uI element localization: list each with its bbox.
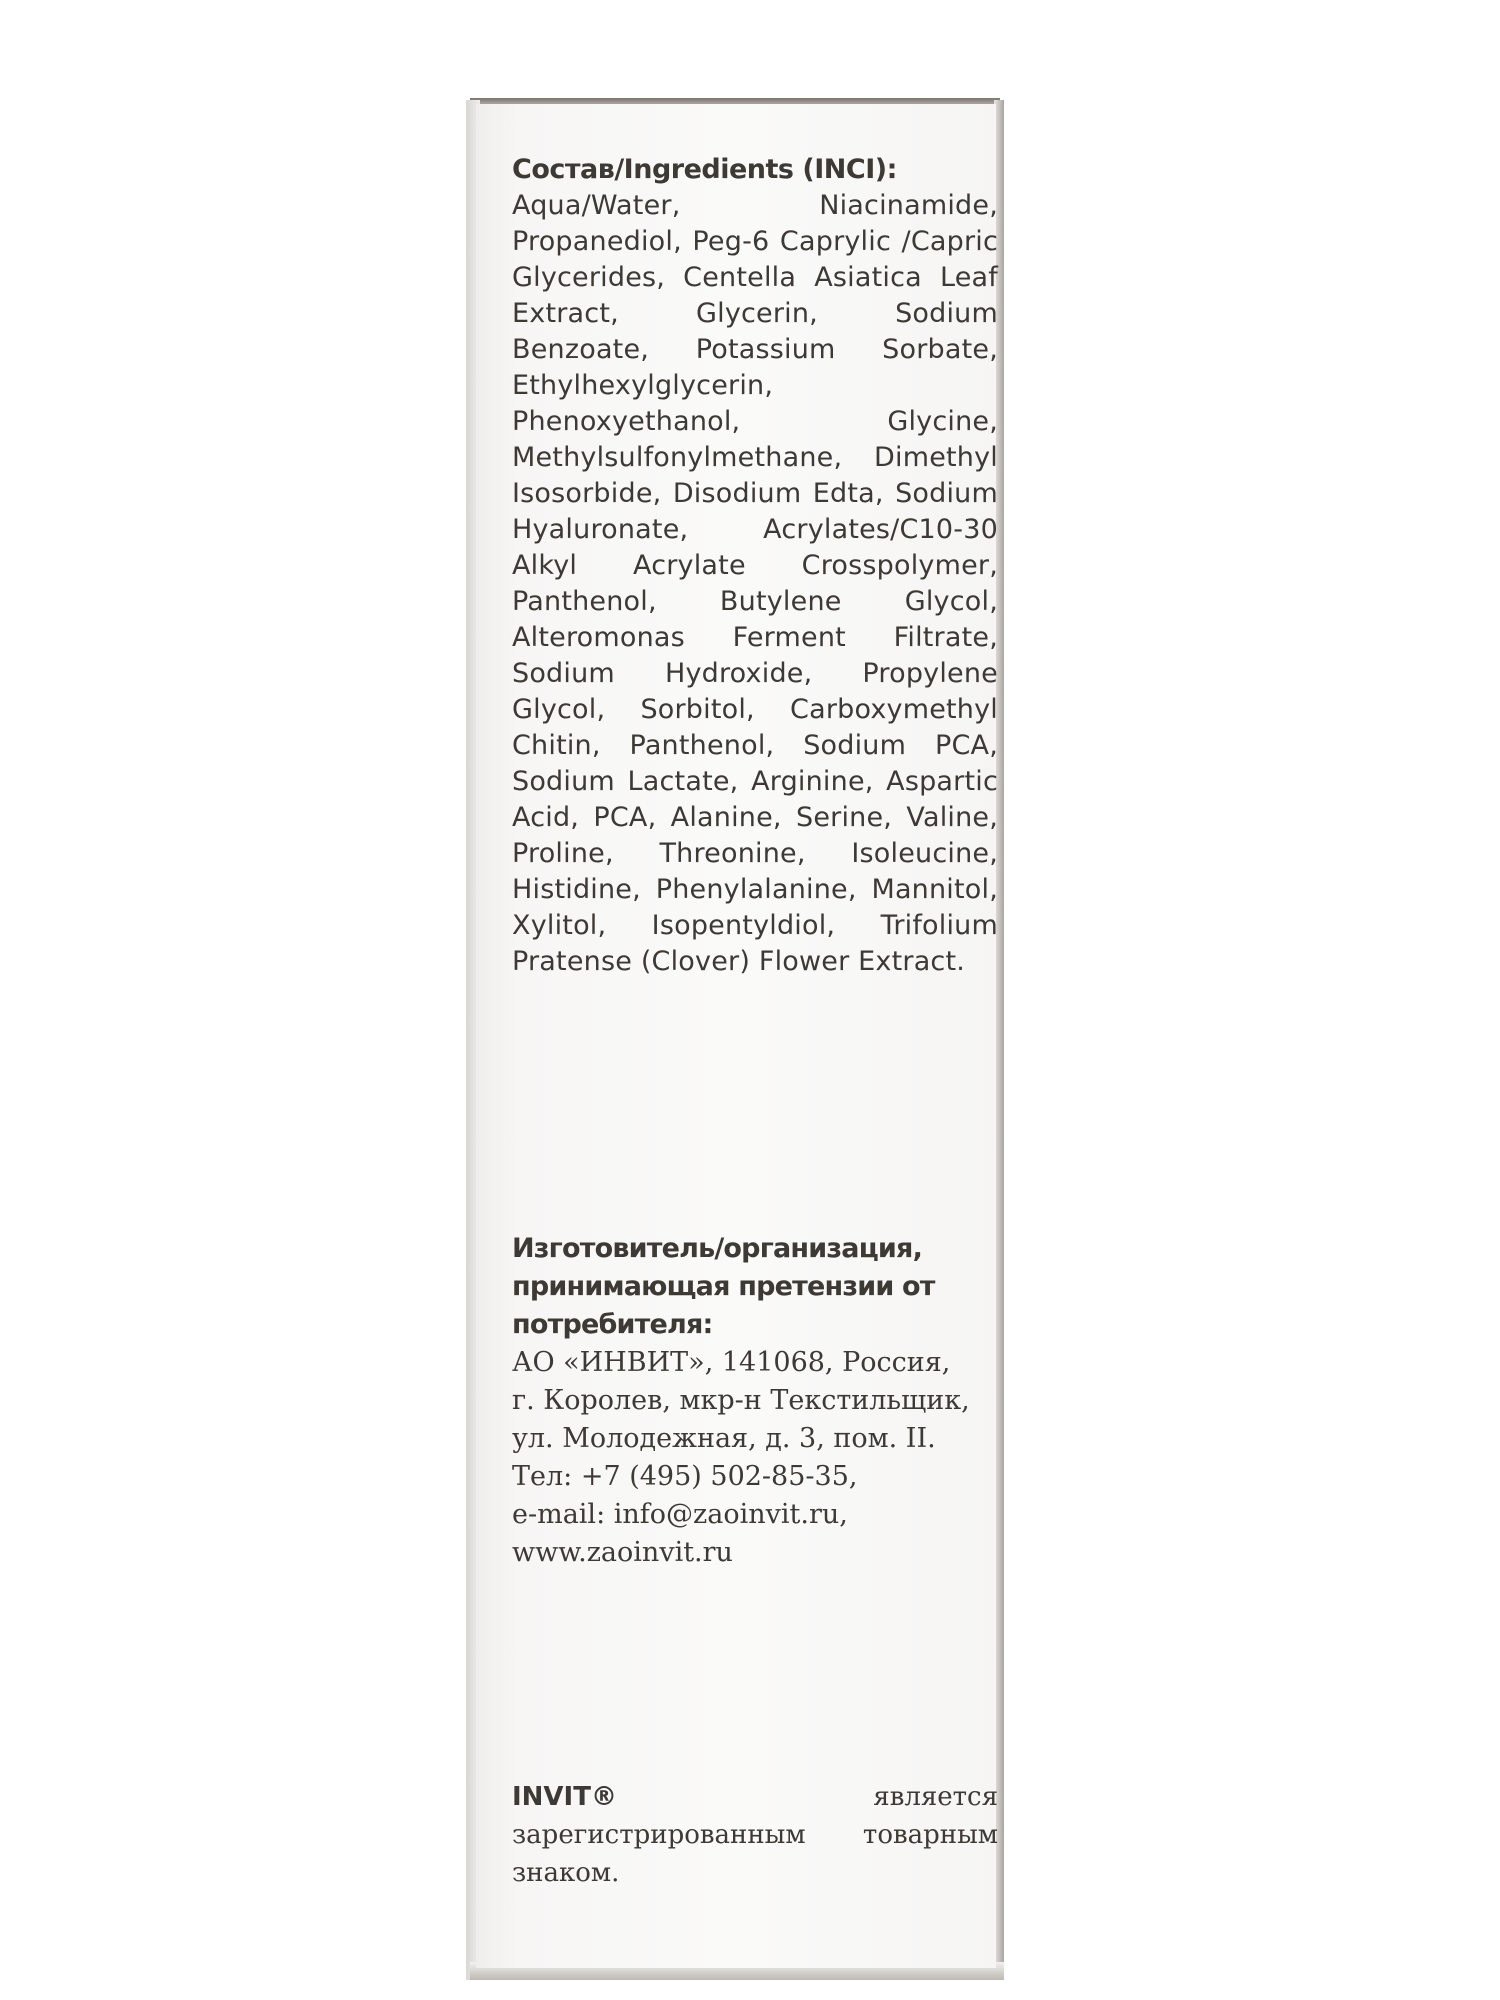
- manufacturer-heading-line-3: потребителя:: [512, 1309, 713, 1340]
- trademark-section: [512, 1778, 998, 1892]
- trademark-text: является зарегистрированным товарным знаком.: [512, 1782, 998, 1888]
- manufacturer-street: ул. Молодежная, д. 3, пом. II.: [512, 1423, 936, 1454]
- trademark-notice: [512, 1778, 998, 1892]
- brand-name: INVIT®: [512, 1782, 617, 1812]
- manufacturer-section: [512, 1230, 998, 1572]
- ingredients-heading: Состав/Ingredients (INCI):: [512, 154, 897, 185]
- ingredients-list: Aqua/Water, Niacinamide, Propanediol, Peg-6 Caprylic /Capric Glycerides, Centella Asiatica Leaf Extract, Glycerin, Sodium Benzoate, Potassium Sorbate, Ethylhexylglycerin, Phenoxyethanol, Glycine, Methylsulfonylmethane, Dimethyl Isosorbide, Disodium Edta, Sodium Hyaluronate, Acrylates/C10-30 Alkyl Acrylate Crosspolymer, Panthenol, Butylene Glycol, Alteromonas Ferment Filtrate, Sodium Hydroxide, Propylene Glycol, Sorbitol, Carboxymethyl Chitin, Panthenol, Sodium PCA, Sodium Lactate, Arginine, Aspartic Acid, PCA, Alanine, Serine, Valine, Proline, Threonine, Isoleucine, Histidine, Phenylalanine, Mannitol, Xylitol, Isopentyldiol, Trifolium Pratense (Clover) Flower Extract.: [512, 190, 998, 977]
- manufacturer-website: www.zaoinvit.ru: [512, 1537, 733, 1568]
- manufacturer-company: АО «ИНВИТ», 141068, Россия,: [512, 1347, 951, 1378]
- manufacturer-email: e-mail: info@zaoinvit.ru,: [512, 1499, 848, 1530]
- manufacturer-phone: Тел: +7 (495) 502-85-35,: [512, 1461, 858, 1492]
- manufacturer-city: г. Королев, мкр-н Текстильщик,: [512, 1385, 970, 1416]
- manufacturer-heading-line-1: Изготовитель/организация,: [512, 1233, 923, 1264]
- ingredients-section: [512, 152, 998, 980]
- manufacturer-heading-line-2: принимающая претензии от: [512, 1271, 935, 1302]
